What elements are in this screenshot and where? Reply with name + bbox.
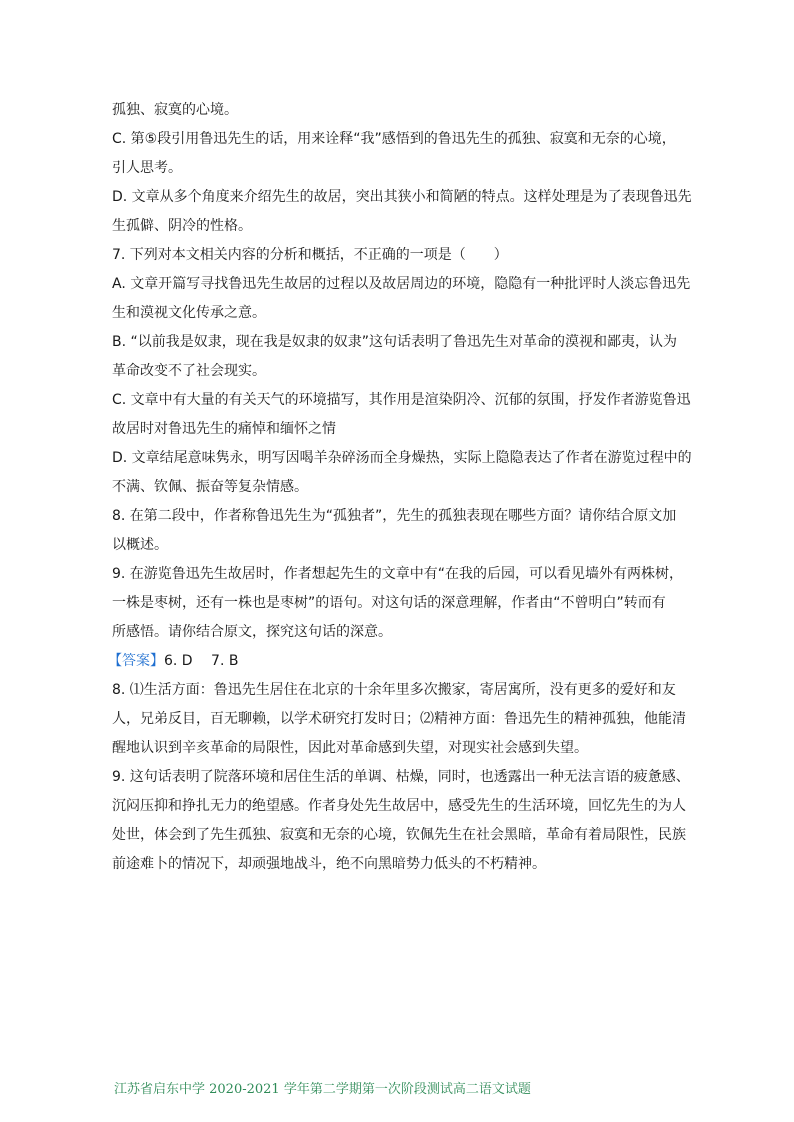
answer-text-line: 醒地认识到辛亥革命的局限性，因此对革命感到失望，对现实社会感到失望。 (112, 740, 588, 756)
option-c-line: C. 文章中有大量的有关天气的环境描写，其作用是渲染阴冷、沉郁的氛围，抒发作者游览鲁迅 (112, 392, 691, 408)
option-d-line: D. 文章从多个角度来介绍先生的故居，突出其狭小和简陋的特点。这样处理是为了表现鲁迅先 (112, 189, 692, 205)
text-line: 孤独、寂寞的心境。 (112, 102, 238, 118)
answer-line (108, 647, 692, 676)
answer-text-line: 处世，体会到了先生孤独、寂寞和无奈的心境，钦佩先生在社会黑暗，革命有着局限性，民族 (112, 827, 686, 843)
answer-9-line: 9. 这句话表明了院落环境和居住生活的单调、枯燥，同时，也透露出一种无法言语的疲惫感、 (112, 769, 690, 785)
text-line: 引人思考。 (112, 160, 182, 176)
answer-text-line: 前途难卜的情况下，却顽强地战斗，绝不向黑暗势力低头的不朽精神。 (112, 856, 546, 872)
text-line: 一株是枣树，还有一株也是枣树”的语句。对这句话的深意理解，作者由“不曾明白”转而有 (112, 595, 666, 611)
answer-tag: 【答案】 (108, 653, 164, 669)
text-line: 革命改变不了社会现实。 (112, 363, 266, 379)
answer-8-line: 8. ⑴生活方面：鲁迅先生居住在北京的十余年里多次搬家，寄居寓所，没有更多的爱好和友 (112, 682, 676, 698)
option-c-line: C. 第⑤段引用鲁迅先生的话，用来诠释“我”感悟到的鲁迅先生的孤独、寂寞和无奈的心境， (112, 131, 676, 147)
question-9: 9. 在游览鲁迅先生故居时，作者想起先生的文章中有“在我的后园，可以看见墙外有两株树， (112, 566, 684, 582)
text-line: 不满、钦佩、振奋等复杂情感。 (112, 479, 308, 495)
page-footer: 江苏省启东中学 2020-2021 学年第二学期第一次阶段测试高二语文试题 (114, 1082, 531, 1097)
question-8: 8. 在第二段中，作者称鲁迅先生为“孤独者”，先生的孤独表现在哪些方面？请你结合原文加 (112, 508, 677, 524)
text-line: 生和漠视文化传承之意。 (112, 305, 266, 321)
text-line: 生孤僻、阴冷的性格。 (112, 218, 252, 234)
text-line: 以概述。 (112, 537, 168, 553)
option-b-line: B. “以前我是奴隶，现在我是奴隶的奴隶”这句话表明了鲁迅先生对革命的漠视和鄙夷，认为 (112, 334, 678, 350)
question-7: 7. 下列对本文相关内容的分析和概括，不正确的一项是（ ） (112, 247, 508, 263)
text-line: 所感悟。请你结合原文，探究这句话的深意。 (112, 624, 392, 640)
option-a-line: A. 文章开篇写寻找鲁迅先生故居的过程以及故居周边的环境，隐隐有一种批评时人淡忘鲁迅先 (112, 276, 691, 292)
text-line: 故居时对鲁迅先生的痛悼和缅怀之情 (112, 421, 336, 437)
answer-text-line: 沉闷压抑和挣扎无力的绝望感。作者身处先生故居中，感受先生的生活环境，回忆先生的为人 (112, 798, 686, 814)
document-body (108, 96, 692, 879)
option-d-line: D. 文章结尾意味隽永，明写因喝羊杂碎汤而全身燥热，实际上隐隐表达了作者在游览过程中的 (112, 450, 692, 466)
answer-text-line: 人，兄弟反目，百无聊赖，以学术研究打发时日；⑵精神方面：鲁迅先生的精神孤独，他能清 (112, 711, 686, 727)
answer-choices: 6. D 7. B (164, 653, 239, 669)
